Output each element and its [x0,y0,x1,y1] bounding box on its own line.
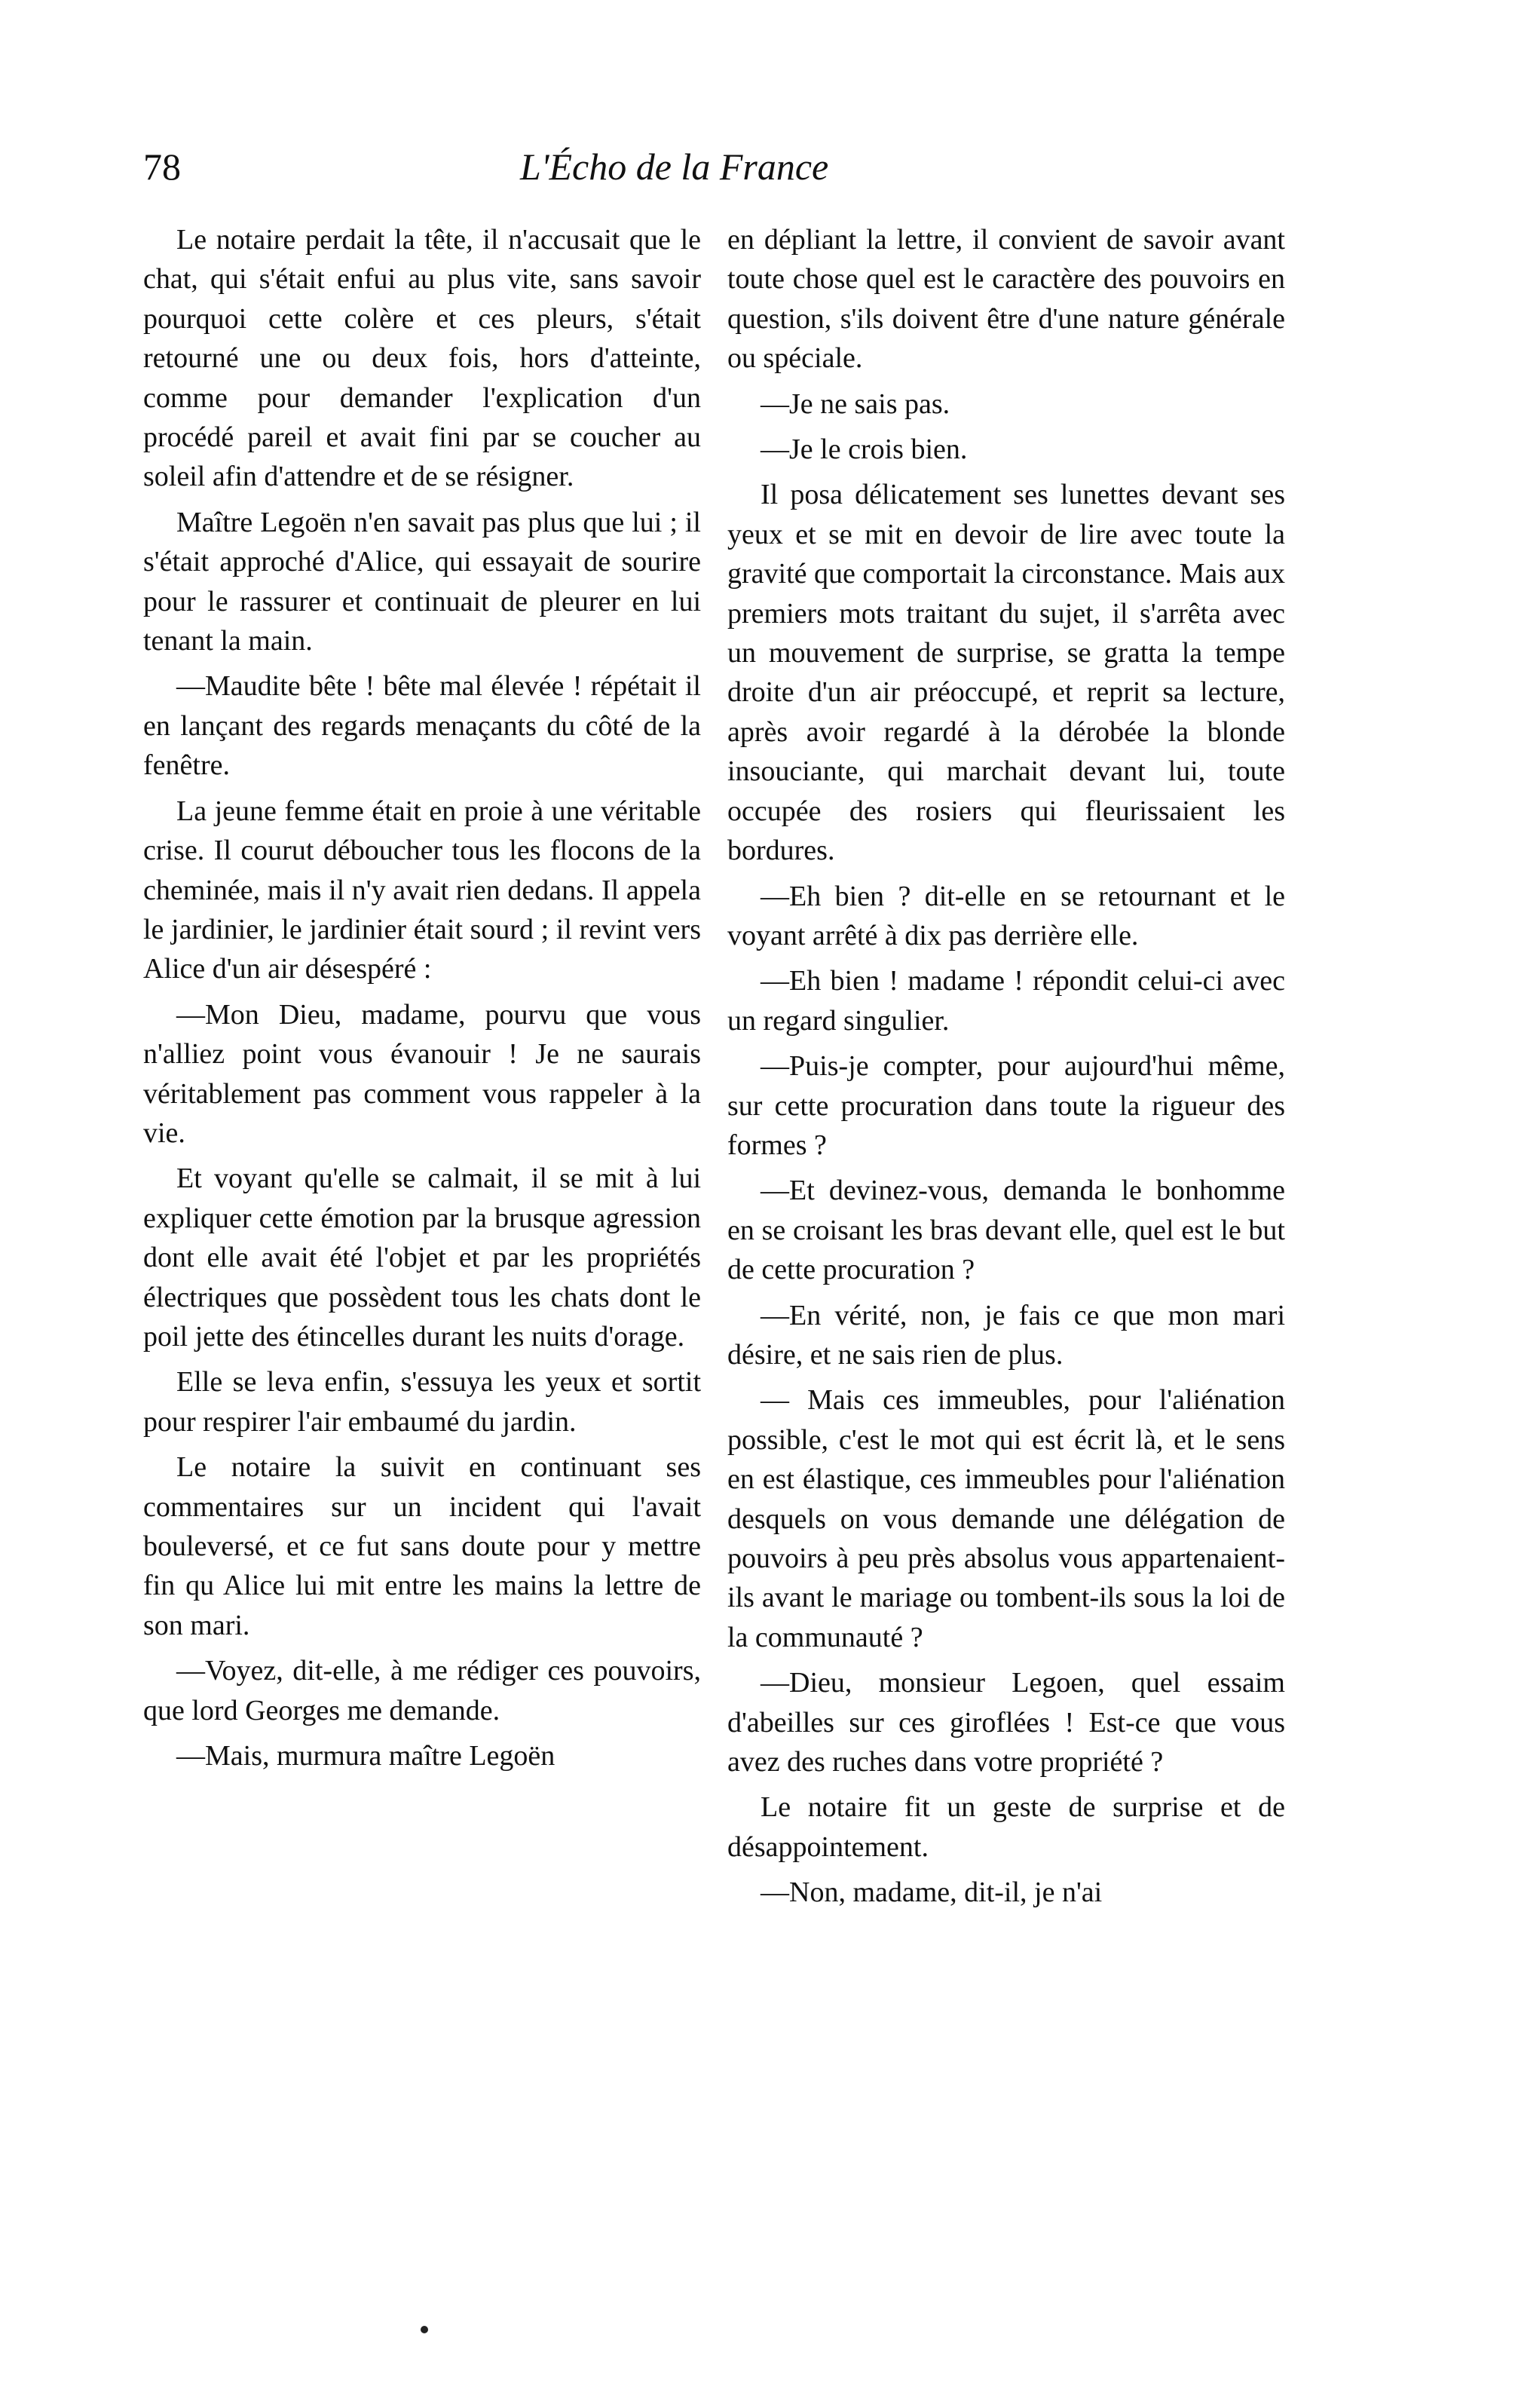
paragraph: —Maudite bête ! bête mal élevée ! répétait il en lançant des regards menaçants du côté de la fenêtre. [143,670,701,782]
paragraph: —Puis-je compter, pour aujourd'hui même, sur cette procuration dans toute la rigueur des formes ? [727,1050,1285,1161]
paragraph: — Mais ces immeubles, pour l'aliénation possible, c'est le mot qui est écrit là, et le sens en est élastique, ces immeubles pour l'aliénation desquels on vous demande une délégation de pouvoirs à peu près absolus vous appartenaient-ils avant le mariage ou tombent-ils sous la loi de la communauté ? [727,1384,1285,1653]
paragraph: —En vérité, non, je fais ce que mon mari désire, et ne sais rien de plus. [727,1299,1285,1371]
page-header [143,145,1394,213]
page-number: 78 [143,146,181,188]
running-title: L'Écho de la France [520,146,829,188]
paragraph: Le notaire la suivit en continuant ses commentaires sur un incident qui l'avait bouleversé, et ce fut sans doute pour y mettre fin qu Alice lui mit entre les mains la lettre de son mari. [143,1451,701,1641]
paragraph: La jeune femme était en proie à une véritable crise. Il courut déboucher tous les flocons de la cheminée, mais il n'y avait rien dedans. Il appela le jardinier, le jardinier était sourd ; il revint vers Alice d'un air désespéré : [143,795,701,985]
paragraph: —Mon Dieu, madame, pourvu que vous n'alliez point vous évanouir ! Je ne saurais véritablement pas comment vous rappeler à la vie. [143,998,701,1149]
paragraph: —Voyez, dit-elle, à me rédiger ces pouvoirs, que lord Georges me demande. [143,1655,701,1726]
paragraph: Le notaire fit un geste de surprise et de désappointement. [727,1791,1285,1863]
paragraph: Il posa délicatement ses lunettes devant ses yeux et se mit en devoir de lire avec toute la gravité que comportait la circonstance. Mais aux premiers mots traitant du sujet, il s'arrêta avec un mouvement de surprise, se gratta la tempe droite d'un air préoccupé, et reprit sa lecture, après avoir regardé à la dérobée la blonde insouciante, qui marchait devant lui, toute occupée des rosiers qui fleurissaient les bordures. [727,479,1285,867]
paragraph: Maître Legoën n'en savait pas plus que lui ; il s'était approché d'Alice, qui essayait de sourire pour le rassurer et continuait de pleurer en lui tenant la main. [143,506,701,657]
paragraph: —Je le crois bien. [761,434,968,466]
right-column [727,220,1285,1919]
paragraph: en dépliant la lettre, il convient de savoir avant toute chose quel est le caractère des pouvoirs en question, s'ils doivent être d'une nature générale ou spéciale. [727,224,1285,375]
left-column [143,220,701,1781]
paragraph: Et voyant qu'elle se calmait, il se mit à lui expliquer cette émotion par la brusque agression dont elle avait été l'objet et par les propriétés électriques que possèdent tous les chats dont le poil jette des étincelles durant les nuits d'orage. [143,1163,701,1353]
paragraph: —Non, madame, dit-il, je n'ai [761,1876,1103,1909]
paragraph: Elle se leva enfin, s'essuya les yeux et sortit pour respirer l'air embaumé du jardin. [143,1366,701,1438]
paragraph: —Eh bien ? dit-elle en se retournant et le voyant arrêté à dix pas derrière elle. [727,880,1285,951]
paragraph: —Mais, murmura maître Legoën [176,1740,556,1772]
paragraph: —Je ne sais pas. [761,388,950,420]
paragraph: Le notaire perdait la tête, il n'accusait que le chat, qui s'était enfui au plus vite, sans savoir pourquoi cette colère et ces pleurs, s'était retourné une ou deux fois, hors d'atteinte, comme pour demander l'explication d'un procédé pareil et avait fini par se coucher au soleil afin d'attendre et de se résigner. [143,224,701,493]
paragraph: —Eh bien ! madame ! répondit celui-ci avec un regard singulier. [727,965,1285,1037]
paragraph: —Dieu, monsieur Legoen, quel essaim d'abeilles sur ces giroflées ! Est-ce que vous avez des ruches dans votre propriété ? [727,1667,1285,1778]
paragraph: —Et devinez-vous, demanda le bonhomme en se croisant les bras devant elle, quel est le but de cette procuration ? [727,1175,1285,1286]
footer-dot [421,2326,428,2333]
